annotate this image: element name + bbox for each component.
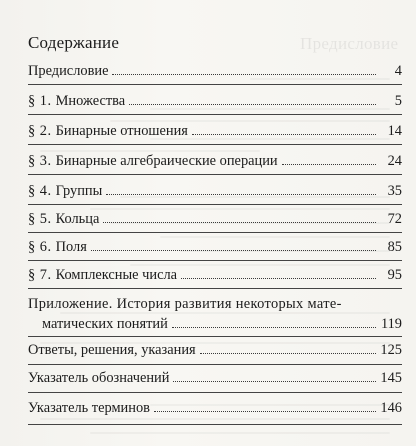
entry-divider xyxy=(28,424,402,425)
section-number: § 5. xyxy=(28,211,52,227)
entry-divider xyxy=(28,84,402,85)
show-through-heading: Предисловие xyxy=(300,34,399,53)
toc-entry-page: 85 xyxy=(387,239,402,255)
toc-entry-page: 14 xyxy=(387,123,402,139)
section-number: § 1. xyxy=(28,93,52,109)
toc-entry-section-3[interactable] xyxy=(28,151,402,171)
entry-divider xyxy=(28,114,402,115)
leader-dots xyxy=(91,249,376,251)
leader-dots xyxy=(106,193,376,195)
toc-entry-label: § 2. Бинарные отношения xyxy=(28,123,188,139)
leader-dots xyxy=(200,352,376,354)
section-number: § 4. xyxy=(28,183,52,199)
entry-divider xyxy=(28,232,402,233)
toc-entry-label: § 3. Бинарные алгебраические операции xyxy=(28,153,278,169)
entry-divider xyxy=(28,392,402,393)
toc-entry-label: § 5. Кольца xyxy=(28,211,100,227)
toc-entry-label: матических понятий xyxy=(42,316,168,332)
toc-entry-label: § 7. Комплексные числа xyxy=(28,267,178,283)
toc-entry-page: 95 xyxy=(387,267,402,283)
leader-dots xyxy=(154,410,376,412)
leader-dots xyxy=(129,103,376,105)
toc-entry-page: 35 xyxy=(387,183,402,199)
leader-dots xyxy=(112,73,376,75)
entry-divider xyxy=(28,364,402,365)
toc-entry-section-5[interactable] xyxy=(28,209,402,229)
section-number: § 7. xyxy=(28,267,52,283)
toc-entry-section-2[interactable] xyxy=(28,121,402,141)
section-number: § 3. xyxy=(28,153,52,169)
entry-divider xyxy=(28,144,402,145)
toc-entry-page: 145 xyxy=(380,370,402,386)
toc-entry-answers[interactable] xyxy=(28,340,402,360)
toc-entry-terms-index[interactable] xyxy=(28,398,402,418)
leader-dots xyxy=(103,221,376,223)
entry-divider xyxy=(28,288,402,289)
toc-entry-preface[interactable] xyxy=(28,61,402,81)
toc-entry-label: Предисловие xyxy=(28,63,109,79)
section-number: § 2. xyxy=(28,123,52,139)
leader-dots xyxy=(173,380,376,382)
toc-entry-notation-index[interactable] xyxy=(28,368,402,388)
toc-entry-page: 72 xyxy=(387,211,402,227)
toc-entry-page: 119 xyxy=(380,316,402,332)
toc-entry-page: 4 xyxy=(394,63,402,79)
toc-entry-label: § 1. Множества xyxy=(28,93,126,109)
toc-entry-label: § 6. Поля xyxy=(28,239,87,255)
toc-entry-page: 146 xyxy=(380,400,402,416)
leader-dots xyxy=(282,163,376,165)
toc-entry-section-4[interactable] xyxy=(28,181,402,201)
leader-dots xyxy=(181,277,376,279)
entry-divider xyxy=(28,336,402,337)
entry-divider xyxy=(28,174,402,175)
leader-dots xyxy=(192,133,376,135)
section-number: § 6. xyxy=(28,239,52,255)
toc-entry-label: Указатель терминов xyxy=(28,400,150,416)
toc-entry-section-7[interactable] xyxy=(28,265,402,285)
toc-entry-label: Ответы, решения, указания xyxy=(28,342,196,358)
entry-divider xyxy=(28,260,402,261)
toc-entry-page: 24 xyxy=(387,153,402,169)
toc-heading: Содержание xyxy=(28,33,120,52)
toc-entry-label: § 4. Группы xyxy=(28,183,103,199)
toc-entry-label: Указатель обозначений xyxy=(28,370,170,386)
toc-entry-section-1[interactable] xyxy=(28,91,402,111)
toc-entry-appendix[interactable] xyxy=(28,294,402,334)
toc-entry-label-line-1: Приложение. История развития некоторых мате- xyxy=(28,296,342,312)
toc-entry-page: 5 xyxy=(394,93,402,109)
toc-entry-page: 125 xyxy=(380,342,402,358)
toc-entry-section-6[interactable] xyxy=(28,237,402,257)
entry-divider xyxy=(28,204,402,205)
leader-dots xyxy=(172,326,376,328)
